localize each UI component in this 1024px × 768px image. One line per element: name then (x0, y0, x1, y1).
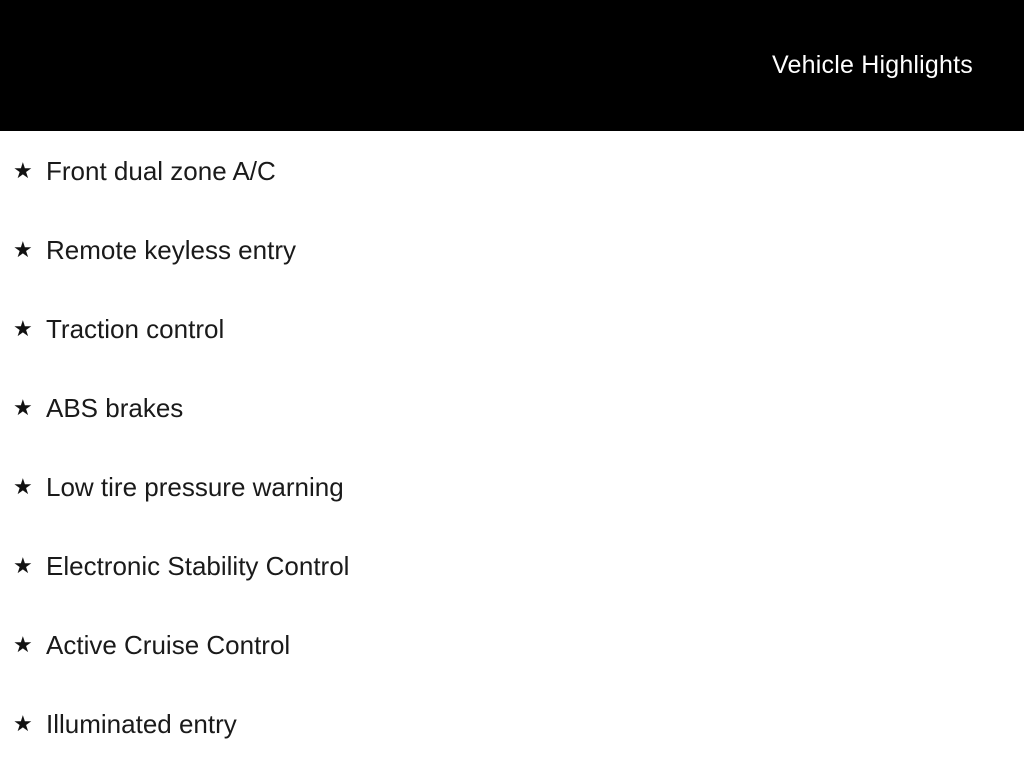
list-item (13, 131, 1024, 210)
header-bar (0, 0, 1024, 131)
star-icon: ★ (13, 315, 33, 341)
star-icon: ★ (13, 710, 33, 736)
star-icon: ★ (13, 394, 33, 420)
highlight-label: Low tire pressure warning (46, 471, 344, 502)
list-item (13, 526, 1024, 605)
list-item (13, 368, 1024, 447)
highlight-label: Active Cruise Control (46, 629, 291, 660)
highlight-label: Front dual zone A/C (46, 155, 276, 186)
highlight-label: ABS brakes (46, 392, 184, 423)
star-icon: ★ (13, 157, 33, 183)
star-icon: ★ (13, 552, 33, 578)
star-icon: ★ (13, 236, 33, 262)
list-item (13, 210, 1024, 289)
page-title: Vehicle Highlights (772, 51, 973, 79)
vehicle-highlights-list (0, 131, 1024, 763)
star-icon: ★ (13, 473, 33, 499)
star-icon: ★ (13, 631, 33, 657)
list-item (13, 684, 1024, 763)
list-item (13, 289, 1024, 368)
highlight-label: Traction control (46, 313, 225, 344)
list-item (13, 605, 1024, 684)
list-item (13, 447, 1024, 526)
highlight-label: Electronic Stability Control (46, 550, 350, 581)
highlight-label: Remote keyless entry (46, 234, 296, 265)
highlight-label: Illuminated entry (46, 708, 237, 739)
